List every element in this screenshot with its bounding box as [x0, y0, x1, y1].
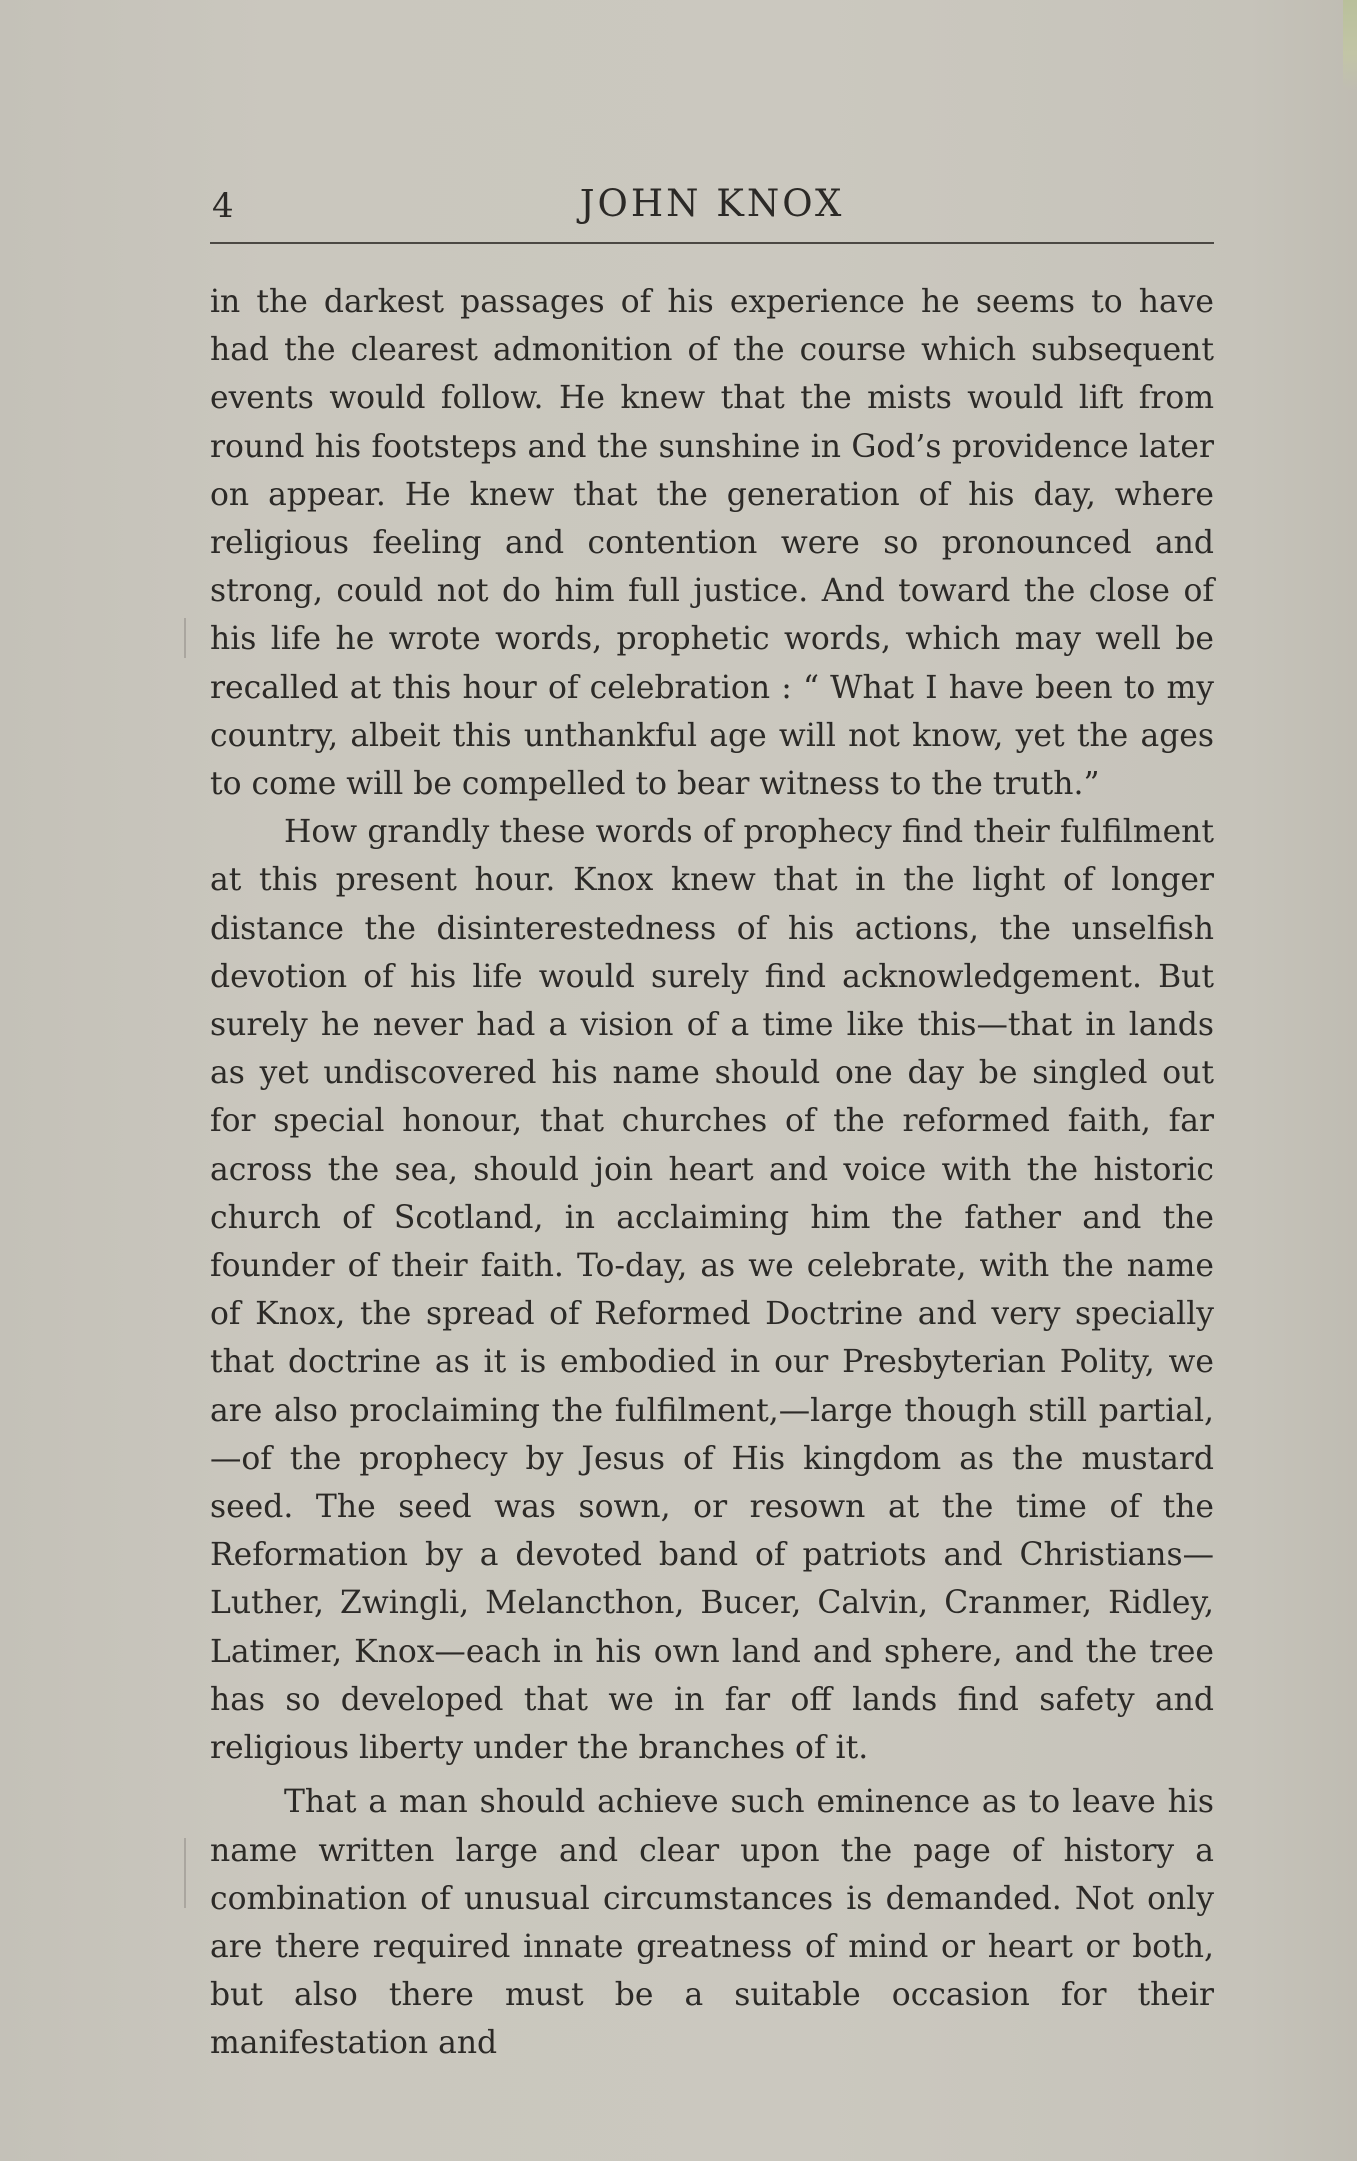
- running-head: [210, 178, 1214, 244]
- paragraph: in the darkest passages of his experience he seems to have had the clearest admonition of the course which subsequent events would follow. He knew that the mists would lift from round his footsteps and the sunshine in God’s providence later on appear. He knew that the generation of his day, where religious feeling and contention were so pronounced and strong, could not do him full justice. And toward the close of his life he wrote words, prophetic words, which may well be recalled at this hour of celebration : “ What I have been to my country, albeit this unthankful age will not know, yet the ages to come will be compelled to bear witness to the truth.”: [210, 284, 1214, 803]
- margin-pencil-mark: [184, 618, 186, 658]
- margin-pencil-mark: [184, 1838, 186, 1908]
- page-edge-discoloration: [1343, 0, 1357, 90]
- body-text: [210, 278, 1214, 2068]
- running-title: JOHN KNOX: [579, 182, 845, 225]
- paragraph: That a man should achieve such eminence as to leave his name written large and clear upon the page of history a combination of unusual circumstances is demanded. Not only are there required innate greatness of mind or heart or both, but also there must be a suitable occasion for their manifestation and: [210, 1784, 1214, 2062]
- page-number: 4: [212, 186, 235, 226]
- paragraph: How grandly these words of prophecy find their fulfilment at this present hour. Knox knew that in the light of longer distance the disinterestedness of his actions, the unselfish devotion of his life would surely find acknowledgement. But surely he never had a vision of a time like this—that in lands as yet undiscovered his name should one day be singled out for special honour, that churches of the reformed faith, far across the sea, should join heart and voice with the historic church of Scotland, in acclaiming him the father and the founder of their faith. To-day, as we celebrate, with the name of Knox, the spread of Reformed Doctrine and very specially that doctrine as it is embodied in our Presbyterian Polity, we are also proclaiming the fulfilment,—large though still partial,—of the prophecy by Jesus of His kingdom as the mustard seed. The seed was sown, or resown at the time of the Reformation by a devoted band of patriots and Christians—Luther, Zwingli, Melancthon, Bucer, Calvin, Cranmer, Ridley, Latimer, Knox—each in his own land and sphere, and the tree has so developed that we in far off lands find safety and religious liberty under the branches of it.: [210, 814, 1214, 1767]
